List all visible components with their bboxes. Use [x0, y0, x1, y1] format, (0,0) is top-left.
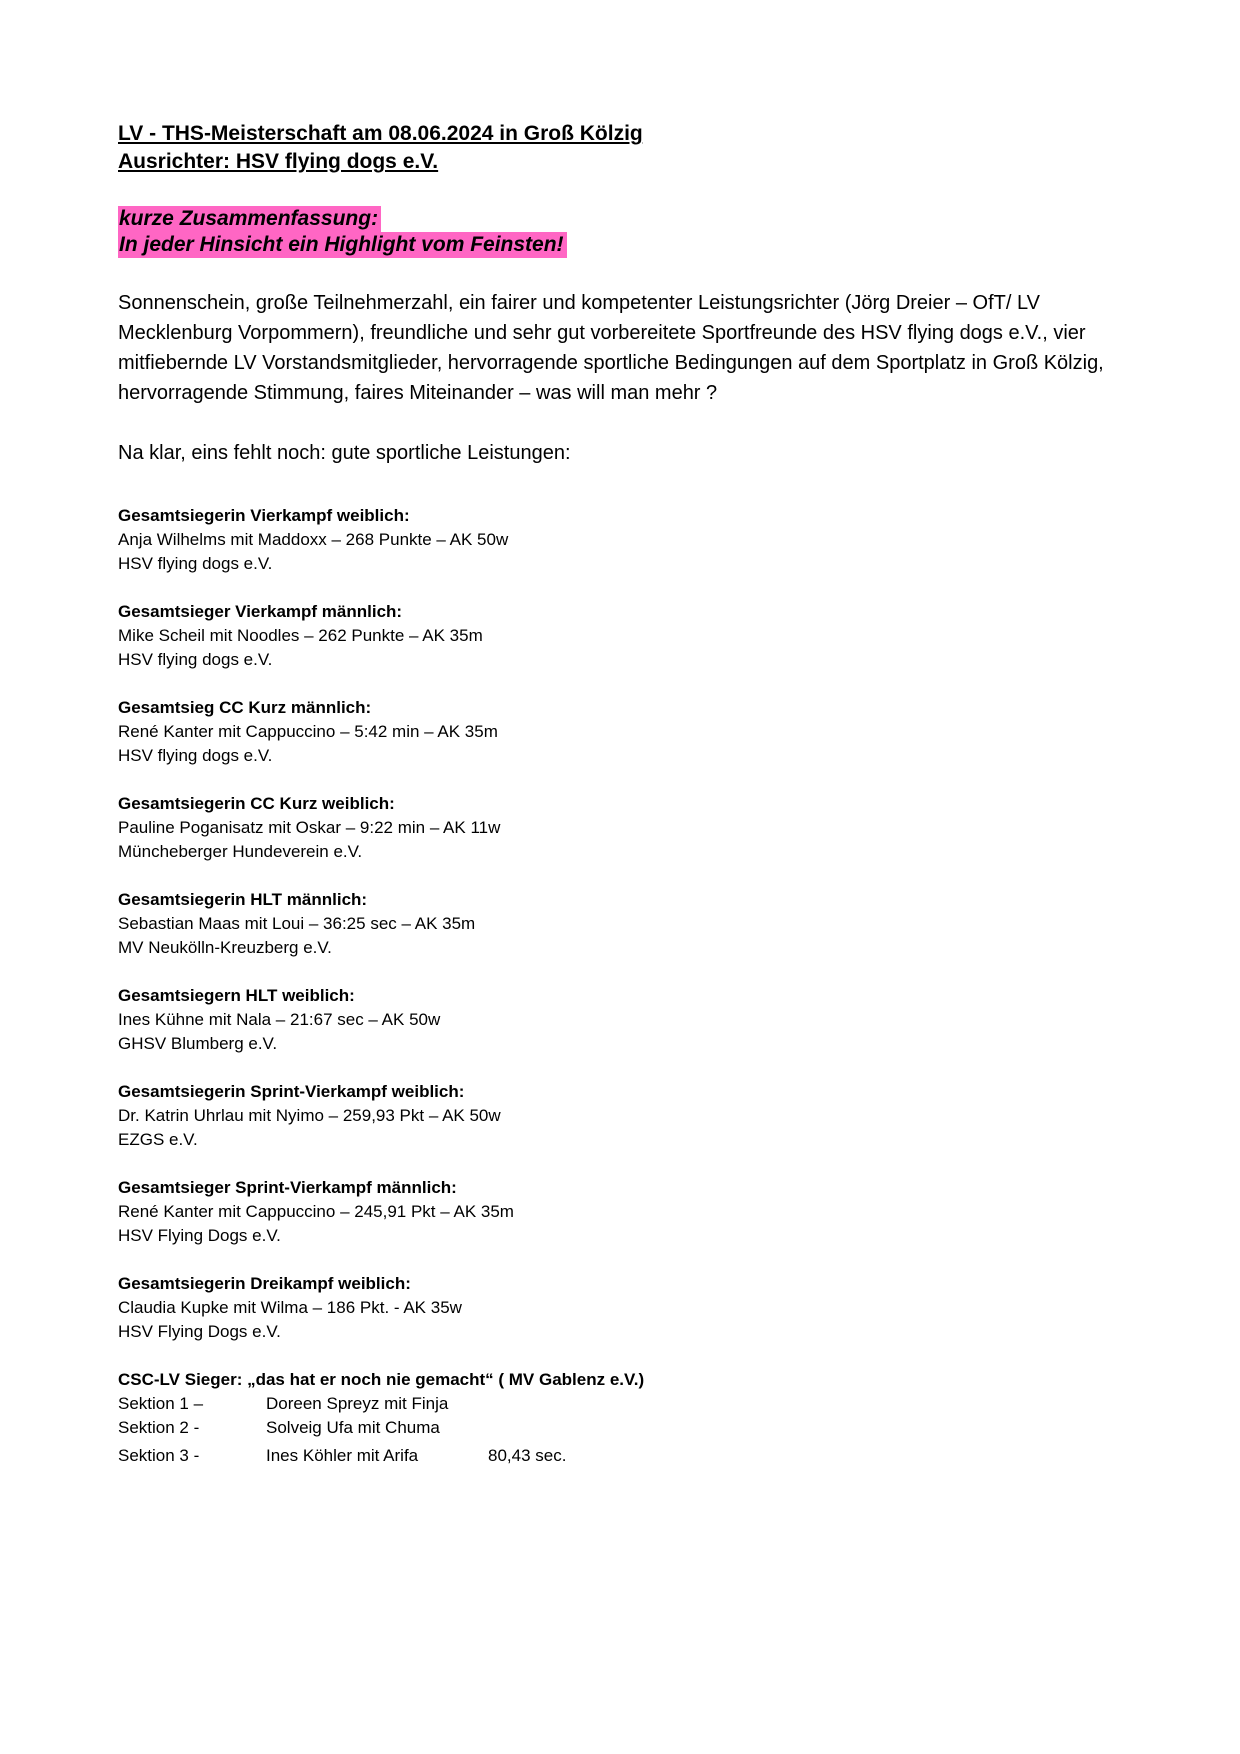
csc-section: Sektion 2 -: [118, 1418, 200, 1437]
result-club: Müncheberger Hundeverein e.V.: [118, 842, 363, 861]
result-item: [118, 984, 1138, 1056]
csc-section: Sektion 1 –: [118, 1394, 204, 1413]
intro-paragraph: Sonnenschein, große Teilnehmerzahl, ein fairer und kompetenter Leistungsrichter (Jörg Dreier – OfT/ LV Mecklenburg Vorpommern), freundliche und sehr gut vorbereitete Sportfreunde des HSV flying dogs e.V., vier mitfiebernde LV Vorstandsmitglieder, hervorragende sportliche Bedingungen auf dem Sportplatz in Groß Kölzig, hervorragende Stimmung, faires Miteinander – was will man mehr ?: [118, 292, 1104, 404]
result-detail: Mike Scheil mit Noodles – 262 Punkte – AK 35m: [118, 626, 483, 645]
result-detail: René Kanter mit Cappuccino – 5:42 min – AK 35m: [118, 722, 498, 741]
document-content: [118, 120, 1138, 1468]
result-item: [118, 888, 1138, 960]
result-item: [118, 504, 1138, 576]
organizer-line: Ausrichter: HSV flying dogs e.V.: [118, 150, 439, 173]
result-detail: Pauline Poganisatz mit Oskar – 9:22 min – AK 11w: [118, 818, 501, 837]
summary-block: [118, 206, 1138, 258]
result-club: HSV Flying Dogs e.V.: [118, 1226, 281, 1245]
result-club: HSV flying dogs e.V.: [118, 650, 273, 669]
result-item: [118, 1080, 1138, 1152]
csc-name: Doreen Spreyz mit Finja: [266, 1394, 449, 1413]
result-heading: Gesamtsieger Sprint-Vierkampf männlich:: [118, 1178, 457, 1197]
result-detail: Dr. Katrin Uhrlau mit Nyimo – 259,93 Pkt – AK 50w: [118, 1106, 501, 1125]
result-detail: Claudia Kupke mit Wilma – 186 Pkt. - AK 35w: [118, 1298, 462, 1317]
result-club: HSV flying dogs e.V.: [118, 554, 273, 573]
csc-name: Solveig Ufa mit Chuma: [266, 1418, 440, 1437]
result-item: [118, 1176, 1138, 1248]
result-club: HSV flying dogs e.V.: [118, 746, 273, 765]
csc-time: 80,43 sec.: [488, 1446, 567, 1465]
result-heading: Gesamtsieg CC Kurz männlich:: [118, 698, 372, 717]
result-heading: Gesamtsiegerin CC Kurz weiblich:: [118, 794, 395, 813]
result-heading: Gesamtsiegerin Dreikampf weiblich:: [118, 1274, 411, 1293]
result-item: [118, 696, 1138, 768]
summary-text: In jeder Hinsicht ein Highlight vom Feinsten!: [118, 232, 567, 258]
result-heading: Gesamtsiegerin Vierkampf weiblich:: [118, 506, 410, 525]
result-item: [118, 600, 1138, 672]
result-item: [118, 792, 1138, 864]
result-club: HSV Flying Dogs e.V.: [118, 1322, 281, 1341]
csc-row: [118, 1444, 1138, 1468]
result-detail: Sebastian Maas mit Loui – 36:25 sec – AK 35m: [118, 914, 476, 933]
document-title: LV - THS-Meisterschaft am 08.06.2024 in Groß Kölzig: [118, 122, 643, 145]
result-club: EZGS e.V.: [118, 1130, 198, 1149]
result-heading: Gesamtsiegerin Sprint-Vierkampf weiblich:: [118, 1082, 465, 1101]
summary-heading: kurze Zusammenfassung:: [118, 206, 381, 232]
csc-name: Ines Köhler mit Arifa: [266, 1446, 419, 1465]
result-detail: Anja Wilhelms mit Maddoxx – 268 Punkte – AK 50w: [118, 530, 509, 549]
csc-heading: CSC-LV Sieger: „das hat er noch nie gemacht“ ( MV Gablenz e.V.): [118, 1370, 645, 1389]
csc-section: Sektion 3 -: [118, 1446, 200, 1465]
result-club: MV Neukölln-Kreuzberg e.V.: [118, 938, 332, 957]
csc-row: [118, 1416, 1138, 1440]
result-heading: Gesamtsiegerin HLT männlich:: [118, 890, 368, 909]
result-item: [118, 1272, 1138, 1344]
result-heading: Gesamtsieger Vierkampf männlich:: [118, 602, 403, 621]
results-intro: Na klar, eins fehlt noch: gute sportliche Leistungen:: [118, 442, 571, 464]
result-heading: Gesamtsiegern HLT weiblich:: [118, 986, 355, 1005]
csc-block: [118, 1368, 1138, 1468]
result-detail: René Kanter mit Cappuccino – 245,91 Pkt – AK 35m: [118, 1202, 514, 1221]
results-list: [118, 504, 1138, 1468]
result-club: GHSV Blumberg e.V.: [118, 1034, 278, 1053]
csc-row: [118, 1392, 1138, 1416]
result-detail: Ines Kühne mit Nala – 21:67 sec – AK 50w: [118, 1010, 441, 1029]
